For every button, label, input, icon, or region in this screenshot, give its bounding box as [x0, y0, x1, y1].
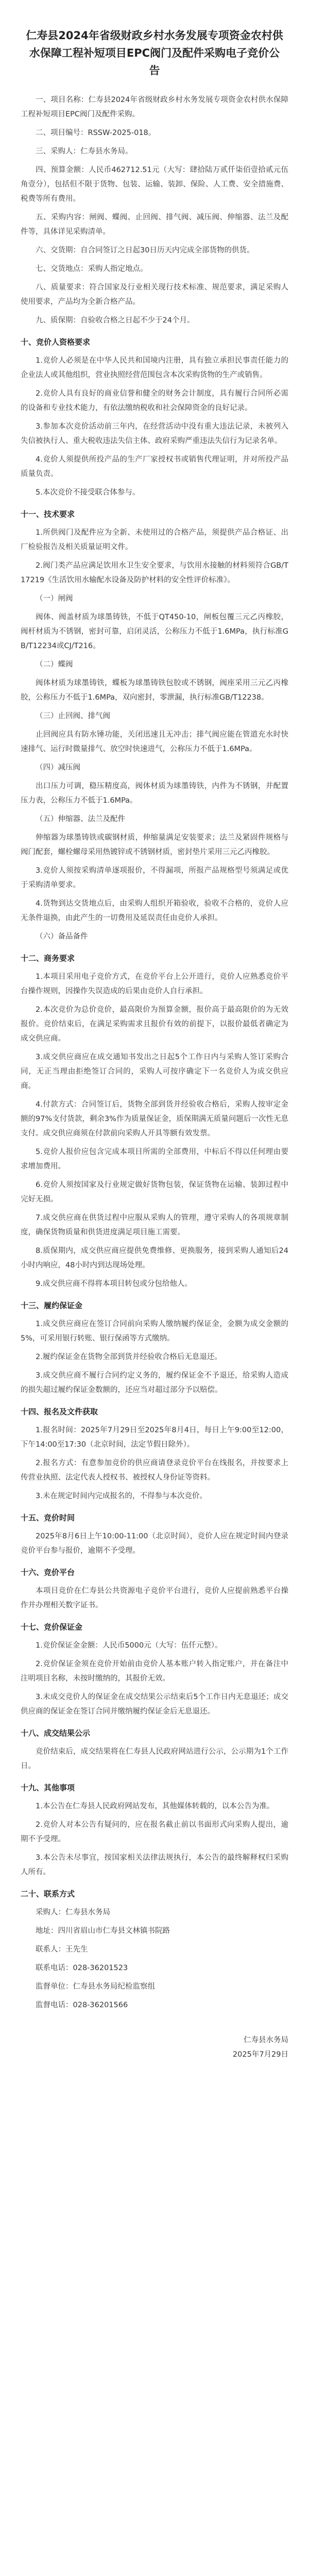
paragraph: 1.竞价人必须是在中华人民共和国境内注册，具有独立承担民事责任能力的企业法人或其他组织，营业执照经营范围包含本次采购货物的生产或销售。 [21, 357, 288, 379]
paragraph: 3.未成交竞价人的保证金在成交结果公示结束后5个工作日内无息退还；成交供应商的保证金在签订合同并缴纳履约保证金后无息退还。 [21, 1693, 288, 1716]
section-heading: 十九、其他事项 [21, 1783, 75, 1792]
paragraph: 4.货物到达交货地点后，由采购人组织开箱验收，验收不合格的，竞价人应无条件退换，由此产生的一切费用及延误责任由竞价人承担。 [21, 900, 288, 922]
paragraph: 七、交货地点：采购人指定地点。 [36, 265, 148, 273]
paragraph: 9.成交供应商不得将本项目转包或分包给他人。 [36, 1280, 192, 1288]
section-heading: 十七、竞价保证金 [21, 1622, 83, 1632]
paragraph: 五、采购内容：闸阀、蝶阀、止回阀、排气阀、减压阀、伸缩器、法兰及配件等，具体详见采购清单。 [21, 213, 288, 236]
paragraph: 3.本公告未尽事宜，按国家相关法律法规执行，本公告的最终解释权归采购人所有。 [21, 1854, 288, 1876]
paragraph: （六）备品备件 [36, 933, 88, 941]
paragraph: （五）伸缩器、法兰及配件 [36, 815, 125, 823]
paragraph: 六、交货期：自合同签订之日起30日历天内完成全部货物的供货。 [36, 246, 254, 255]
paragraph: 四、预算金额：人民币462712.51元（大写：肆拾陆万贰仟柒佰壹拾贰元伍角壹分），包括但不限于货物、包装、运输、装卸、保险、人工费、安全措施费、税费等所有费用。 [21, 166, 288, 203]
paragraph: （三）止回阀、排气阀 [36, 712, 110, 720]
paragraph: 1.本项目采用电子竞价方式，在竞价平台上公开进行，竞价人应熟悉竞价平台操作规则，因操作失误造成的后果由竞价人自行承担。 [21, 973, 288, 995]
paragraph: 5.本次竞价不接受联合体参与。 [36, 488, 140, 497]
section-heading: 二十、联系方式 [21, 1889, 75, 1899]
paragraph: （四）减压阀 [36, 764, 80, 772]
paragraph: 2.履约保证金在货物全部到货并经验收合格后无息退还。 [36, 1353, 222, 1361]
section-heading: 十二、商务要求 [21, 954, 75, 963]
paragraph: （二）蝶阀 [36, 660, 73, 669]
paragraph: 1.报名时间：2025年7月29日至2025年8月4日，每日上午9:00至12:00，下午14:00至17:30（北京时间，法定节假日除外）。 [21, 1426, 288, 1449]
paragraph: 2025年8月6日上午10:00-11:00（北京时间），竞价人应在规定时间内登录竞价平台参与报价，逾期不予受理。 [21, 1532, 288, 1555]
paragraph: 止回阀应具有防水锤功能，关闭迅速且无冲击；排气阀应能在管道充水时快速排气、运行时微量排气、放空时快速进气，公称压力不低于1.6MPa。 [21, 731, 288, 753]
section-heading: 十四、报名及文件获取 [21, 1407, 98, 1416]
paragraph: 4.竞价人须提供所投产品的生产厂家授权书或销售代理证明，并对所投产品质量负责。 [21, 455, 288, 478]
paragraph: 7.成交供应商在供货过程中应服从采购人的管理，遵守采购人的各项规章制度，确保货物质量和供货进度满足项目施工需要。 [21, 1214, 288, 1236]
paragraph: 1.所供阀门及配件应为全新、未使用过的合格产品，须提供产品合格证、出厂检验报告及相关质量证明文件。 [21, 529, 288, 551]
section-heading: 十一、技术要求 [21, 510, 75, 519]
paragraph: 8.质保期内，成交供应商应提供免费维修、更换服务，接到采购人通知后24小时内响应，48小时内到达现场处理。 [21, 1247, 288, 1269]
paragraph: 联系电话：028-36201523 [36, 1964, 128, 1972]
paragraph: 竞价结束后，成交结果将在仁寿县人民政府网站进行公示，公示期为1个工作日。 [21, 1748, 288, 1770]
signature-org: 仁寿县水务局 [244, 2036, 288, 2044]
paragraph: 监督电话：028-36201566 [36, 2001, 128, 2009]
paragraph: 2.报名方式：有意参加竞价的供应商请登录竞价平台在线报名，并按要求上传营业执照、法定代表人授权书、被授权人身份证等资料。 [21, 1459, 288, 1482]
paragraph: 1.成交供应商应在签订合同前向采购人缴纳履约保证金，金额为成交金额的5%，可采用银行转账、银行保函等方式缴纳。 [21, 1320, 288, 1343]
paragraph: 二、项目编号：RSSW-2025-018。 [36, 129, 156, 137]
paragraph: 阀体材质为球墨铸铁，蝶板为球墨铸铁包胶或不锈钢，阀座采用三元乙丙橡胶，公称压力不低于1.6MPa，双向密封，零泄漏，执行标准GB/T12238。 [21, 679, 288, 702]
paragraph: 三、采购人：仁寿县水务局。 [36, 147, 133, 156]
paragraph: 联系人：王先生 [36, 1945, 88, 1954]
paragraph: 伸缩器为球墨铸铁或碳钢材质，伸缩量满足安装要求；法兰及紧固件规格与阀门配套，螺栓螺母采用热镀锌或不锈钢材质，密封垫片采用三元乙丙橡胶。 [21, 834, 288, 856]
paragraph: 阀体、阀盖材质为球墨铸铁，不低于QT450-10，闸板包覆三元乙丙橡胶，阀杆材质为不锈钢，密封可靠，启闭灵活，公称压力不低于1.6MPa，执行标准GB/T12234或CJ/T216。 [21, 613, 288, 650]
section-heading: 十五、竞价时间 [21, 1513, 75, 1522]
paragraph: 本项目竞价在仁寿县公共资源电子竞价平台进行，竞价人应提前熟悉平台操作并办理相关数字证书。 [21, 1587, 288, 1609]
paragraph: 3.竞价人须按采购清单逐项报价，不得漏项，所报产品规格型号须满足或优于采购清单要求。 [21, 867, 288, 889]
section-heading: 十、竞价人资格要求 [21, 337, 91, 347]
announcement-body [21, 93, 288, 2012]
paragraph: （一）闸阀 [36, 595, 73, 603]
paragraph: 2.本次竞价为总价竞价，最高限价为预算金额，报价高于最高限价的为无效报价。竞价结束后，在满足采购需求且报价有效的前提下，以报价最低者确定为成交供应商。 [21, 1006, 288, 1043]
paragraph: 出口压力可调，稳压精度高，阀体材质为球墨铸铁，内件为不锈钢，并配置压力表，公称压力不低于1.6MPa。 [21, 782, 288, 805]
paragraph: 3.成交供应商不履行合同约定义务的，履约保证金不予退还，给采购人造成的损失超过履约保证金数额的，还应当对超过部分予以赔偿。 [21, 1371, 288, 1394]
paragraph: 1.本公告在仁寿县人民政府网站发布，其他媒体转载的，以本公告为准。 [36, 1802, 274, 1810]
paragraph: 2.竞价人具有良好的商业信誉和健全的财务会计制度，具有履行合同所必需的设备和专业技术能力，有依法缴纳税收和社会保障资金的良好记录。 [21, 389, 288, 412]
paragraph: 2.阀门类产品应满足饮用水卫生安全要求，与饮用水接触的材料须符合GB/T17219《生活饮用水输配水设备及防护材料的安全性评价标准》。 [21, 562, 288, 584]
paragraph: 地址：四川省眉山市仁寿县文林镇书院路 [36, 1927, 170, 1935]
section-heading: 十三、履约保证金 [21, 1301, 83, 1310]
paragraph: 一、项目名称：仁寿县2024年省级财政乡村水务发展专项资金农村供水保障工程补短项目EPC阀门及配件采购。 [21, 96, 288, 118]
paragraph: 监督单位：仁寿县水务局纪检监察组 [36, 1982, 155, 1991]
paragraph: 2.竞价保证金须在竞价开始前由竞价人基本账户转入指定账户，并在备注中注明项目名称，未按时缴纳的，其报价无效。 [21, 1660, 288, 1683]
paragraph: 5.竞价人报价应包含完成本项目所需的全部费用，中标后不得以任何理由要求增加费用。 [21, 1148, 288, 1171]
paragraph: 采购人：仁寿县水务局 [36, 1908, 110, 1917]
paragraph: 八、质量要求：符合国家及行业相关现行技术标准、规范要求，满足采购人使用要求，产品均为全新合格产品。 [21, 283, 288, 306]
section-heading: 十六、竞价平台 [21, 1568, 75, 1577]
paragraph: 3.成交供应商应在成交通知书发出之日起5个工作日内与采购人签订采购合同，无正当理由拒绝签订合同的，采购人可按序确定下一名竞价人为成交供应商。 [21, 1053, 288, 1090]
section-heading: 十八、成交结果公示 [21, 1728, 91, 1738]
signature-date: 2025年7月29日 [232, 2050, 288, 2059]
page-title: 仁寿县2024年省级财政乡村水务发展专项资金农村供水保障工程补短项目EPC阀门及配件采购电子竞价公告 [26, 29, 283, 77]
paragraph: 3.未在规定时间内完成报名的，不得参与本次竞价。 [36, 1492, 207, 1500]
paragraph: 2.竞价人对本公告有疑问的，应在报名截止前以书面形式向采购人提出，逾期不予受理。 [21, 1821, 288, 1843]
paragraph: 1.竞价保证金金额：人民币5000元（大写：伍仟元整）。 [36, 1641, 222, 1650]
signature-block [21, 2033, 288, 2062]
paragraph: 4.付款方式：合同签订后，货物全部到货并经验收合格后，采购人按审定金额的97%支付货款，剩余3%作为质量保证金，质保期满无质量问题后一次性无息支付。成交供应商须在付款前向采购人开具等额有效发票。 [21, 1100, 288, 1138]
paragraph: 3.参加本次竞价活动前三年内，在经营活动中没有重大违法记录，未被列入失信被执行人、重大税收违法失信主体、政府采购严重违法失信行为记录名单。 [21, 422, 288, 445]
paragraph: 6.竞价人须按国家及行业规定做好货物包装，保证货物在运输、装卸过程中完好无损。 [21, 1181, 288, 1204]
paragraph: 九、质保期：自验收合格之日起不少于24个月。 [36, 316, 195, 325]
